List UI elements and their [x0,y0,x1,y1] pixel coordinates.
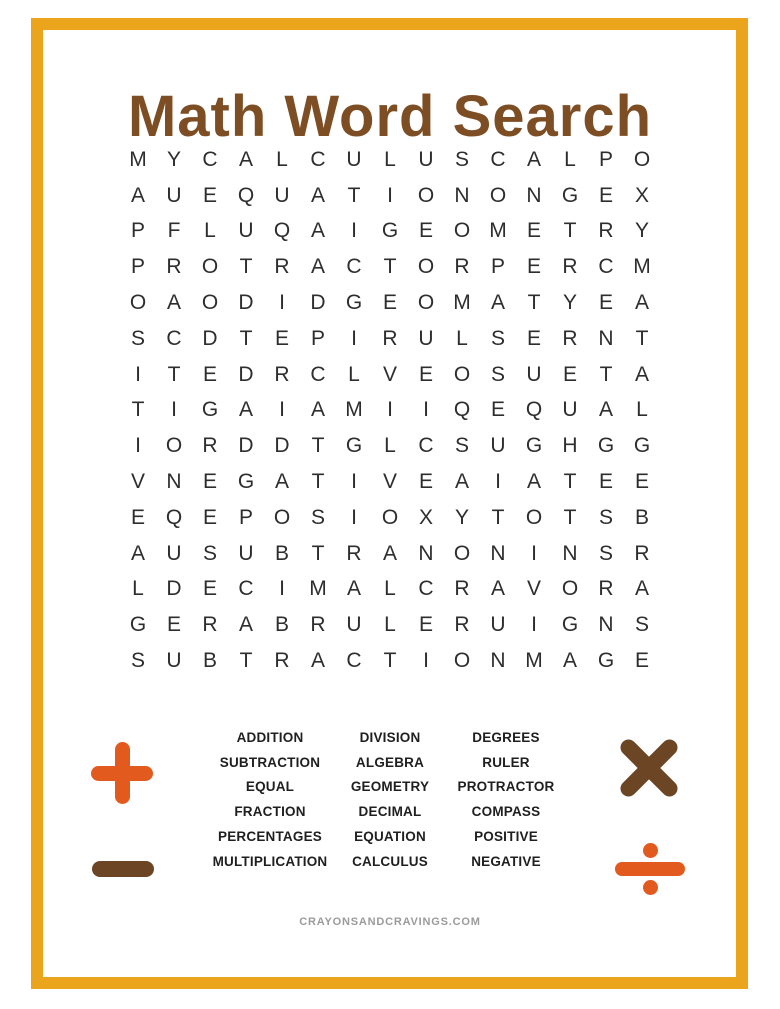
word-list-item: PROTRACTOR [457,779,555,795]
grid-letter: O [453,649,471,673]
grid-letter: I [351,470,357,494]
grid-letter: B [274,613,289,637]
grid-letter: Y [166,147,181,171]
grid-letter: L [276,147,288,171]
grid-letter: I [351,326,357,350]
word-list-item: ADDITION [236,730,304,745]
grid-letter: A [310,649,325,673]
word-search-grid [0,142,780,679]
grid-letter: S [130,649,145,673]
grid-letter: E [418,219,433,243]
grid-letter: C [346,649,362,673]
grid-letter: E [418,470,433,494]
minus-icon [92,861,154,877]
grid-letter: E [598,183,613,207]
grid-letter: T [527,291,541,315]
grid-letter: O [381,505,399,529]
grid-letter: O [165,434,183,458]
grid-letter: A [310,183,325,207]
grid-letter: S [454,147,469,171]
grid-letter: A [310,398,325,422]
grid-letter: X [418,505,433,529]
grid-letter: A [310,255,325,279]
grid-letter: U [166,649,182,673]
grid-letter: Y [634,219,649,243]
grid-letter: A [634,291,649,315]
grid-letter: A [454,470,469,494]
grid-letter: O [633,147,651,171]
grid-letter: O [129,291,147,315]
grid-letter: R [634,541,650,565]
grid-letter: U [346,147,362,171]
grid-letter: O [273,505,291,529]
grid-letter: B [202,649,217,673]
grid-letter: I [279,291,285,315]
word-list-item: MULTIPLICATION [212,853,328,869]
grid-letter: C [310,362,326,386]
grid-letter: M [129,147,147,171]
grid-letter: V [130,470,145,494]
grid-letter: E [202,577,217,601]
grid-letter: T [491,505,505,529]
grid-letter: C [238,577,254,601]
grid-letter: Y [562,291,577,315]
grid-letter: D [310,291,326,315]
multiply-icon [618,737,680,799]
grid-letter: I [135,362,141,386]
grid-letter: C [202,147,218,171]
grid-letter: A [634,577,649,601]
grid-letter: T [347,183,361,207]
grid-letter: A [490,291,505,315]
grid-letter: U [562,398,578,422]
plus-icon [91,742,153,804]
grid-letter: R [274,362,290,386]
grid-letter: U [418,326,434,350]
grid-letter: A [238,398,253,422]
grid-letter: L [564,147,576,171]
grid-letter: A [346,577,361,601]
grid-letter: R [454,613,470,637]
grid-letter: V [382,470,397,494]
grid-letter: A [166,291,181,315]
page-title: Math Word Search [127,83,653,149]
grid-letter: L [384,434,396,458]
grid-letter: N [166,470,182,494]
word-list-item: PERCENTAGES [218,828,322,844]
grid-letter: E [130,505,145,529]
grid-letter: T [563,505,577,529]
grid-letter: E [202,505,217,529]
grid-letter: G [561,613,579,637]
grid-letter: L [204,219,216,243]
grid-letter: C [490,147,506,171]
grid-letter: Q [237,183,255,207]
grid-letter: S [202,541,217,565]
word-list-item: EQUAL [245,779,295,795]
grid-letter: M [309,577,327,601]
grid-letter: S [130,326,145,350]
grid-letter: S [490,326,505,350]
grid-letter: R [346,541,362,565]
grid-letter: E [526,219,541,243]
grid-letter: E [418,362,433,386]
grid-letter: U [238,219,254,243]
word-list-column-1 [190,726,350,874]
grid-letter: I [423,649,429,673]
grid-letter: G [597,434,615,458]
grid-letter: I [135,434,141,458]
grid-letter: O [417,291,435,315]
grid-letter: A [526,470,541,494]
grid-letter: I [171,398,177,422]
grid-letter: E [562,362,577,386]
grid-letter: S [634,613,649,637]
grid-letter: M [489,219,507,243]
grid-letter: T [311,541,325,565]
grid-letter: T [239,649,253,673]
word-list-item: COMPASS [471,804,541,820]
grid-letter: L [384,147,396,171]
grid-letter: E [598,470,613,494]
word-list-item: CALCULUS [352,853,428,869]
grid-letter: I [387,398,393,422]
grid-letter: R [274,649,290,673]
grid-letter: U [166,541,182,565]
grid-letter: R [562,255,578,279]
grid-letter: O [201,255,219,279]
grid-letter: A [598,398,613,422]
grid-letter: C [418,434,434,458]
word-list-item: FRACTION [234,804,306,820]
grid-letter: M [633,255,651,279]
grid-letter: G [237,470,255,494]
grid-letter: B [274,541,289,565]
grid-letter: S [310,505,325,529]
grid-letter: E [418,613,433,637]
grid-letter: T [599,362,613,386]
divide-icon-dot [643,843,658,858]
grid-letter: V [382,362,397,386]
grid-letter: U [490,434,506,458]
grid-letter: T [311,434,325,458]
grid-letter: T [167,362,181,386]
grid-letter: E [166,613,181,637]
grid-letter: E [382,291,397,315]
grid-letter: F [167,219,181,243]
grid-letter: E [202,362,217,386]
grid-letter: Y [454,505,469,529]
grid-letter: A [634,362,649,386]
grid-letter: O [417,183,435,207]
grid-letter: G [345,434,363,458]
grid-letter: O [489,183,507,207]
grid-letter: O [417,255,435,279]
grid-letter: P [310,326,325,350]
grid-letter: P [130,255,145,279]
grid-letter: N [418,541,434,565]
grid-letter: E [202,470,217,494]
grid-letter: I [279,398,285,422]
grid-letter: G [525,434,543,458]
grid-letter: A [526,147,541,171]
grid-letter: G [633,434,651,458]
grid-letter: T [563,470,577,494]
grid-letter: N [490,649,506,673]
grid-letter: V [526,577,541,601]
grid-letter: T [239,255,253,279]
grid-letter: D [238,362,254,386]
grid-letter: R [598,577,614,601]
grid-letter: I [351,219,357,243]
word-list-item: EQUATION [354,828,426,844]
grid-letter: H [562,434,578,458]
grid-letter: G [129,613,147,637]
word-list-item: DEGREES [472,730,540,745]
grid-letter: D [274,434,290,458]
grid-letter: R [598,219,614,243]
grid-letter: I [531,613,537,637]
grid-letter: B [634,505,649,529]
grid-letter: N [562,541,578,565]
grid-letter: E [526,326,541,350]
grid-letter: L [456,326,468,350]
grid-letter: T [311,470,325,494]
grid-letter: T [239,326,253,350]
grid-letter: A [274,470,289,494]
grid-letter: R [562,326,578,350]
grid-letter: E [490,398,505,422]
grid-letter: I [495,470,501,494]
grid-letter: T [383,255,397,279]
grid-letter: A [562,649,577,673]
grid-letter: G [345,291,363,315]
grid-letter: S [454,434,469,458]
divide-icon-dot [643,880,658,895]
grid-letter: N [526,183,542,207]
grid-letter: I [531,541,537,565]
grid-letter: A [238,147,253,171]
grid-letter: T [635,326,649,350]
grid-letter: I [351,505,357,529]
grid-letter: L [132,577,144,601]
grid-letter: O [453,541,471,565]
grid-letter: L [384,613,396,637]
grid-letter: D [238,291,254,315]
footer-credit: CRAYONSANDCRAVINGS.COM [299,916,481,928]
grid-letter: S [598,541,613,565]
grid-letter: T [383,649,397,673]
grid-letter: R [454,577,470,601]
grid-letter: D [202,326,218,350]
grid-letter: N [598,326,614,350]
word-list-column-2 [335,726,445,874]
grid-letter: S [490,362,505,386]
grid-letter: E [634,649,649,673]
divide-icon [615,843,685,895]
grid-letter: U [490,613,506,637]
grid-letter: O [453,219,471,243]
divide-icon-bar [615,862,685,876]
word-list-item: DECIMAL [358,804,422,820]
grid-letter: R [166,255,182,279]
grid-letter: G [597,649,615,673]
grid-letter: R [382,326,398,350]
grid-letter: E [634,470,649,494]
grid-letter: E [598,291,613,315]
grid-letter: S [598,505,613,529]
grid-letter: O [561,577,579,601]
grid-letter: P [238,505,253,529]
word-list-item: RULER [482,754,530,770]
grid-letter: A [238,613,253,637]
grid-letter: X [634,183,649,207]
grid-letter: C [418,577,434,601]
grid-letter: R [202,434,218,458]
grid-letter: R [310,613,326,637]
grid-letter: G [561,183,579,207]
grid-letter: I [279,577,285,601]
grid-letter: G [201,398,219,422]
grid-letter: U [346,613,362,637]
grid-letter: U [238,541,254,565]
grid-letter: Q [273,219,291,243]
grid-letter: O [525,505,543,529]
word-list-item: SUBTRACTION [219,754,321,770]
grid-letter: U [418,147,434,171]
grid-letter: M [453,291,471,315]
word-list-column-3 [441,726,571,874]
grid-letter: N [598,613,614,637]
grid-letter: T [131,398,145,422]
grid-letter: U [166,183,182,207]
grid-letter: A [130,183,145,207]
grid-letter: O [453,362,471,386]
grid-letter: L [384,577,396,601]
grid-letter: A [382,541,397,565]
grid-letter: N [490,541,506,565]
grid-letter: Q [525,398,543,422]
grid-letter: C [598,255,614,279]
grid-letter: N [454,183,470,207]
grid-letter: A [130,541,145,565]
grid-letter: I [387,183,393,207]
word-list-item: ALGEBRA [355,754,425,770]
grid-letter: L [348,362,360,386]
grid-letter: O [201,291,219,315]
grid-letter: I [423,398,429,422]
grid-letter: R [202,613,218,637]
grid-letter: A [310,219,325,243]
grid-letter: M [525,649,543,673]
grid-letter: E [274,326,289,350]
grid-letter: D [238,434,254,458]
grid-letter: C [166,326,182,350]
grid-letter: P [490,255,505,279]
word-list-item: NEGATIVE [471,853,541,869]
word-list-item: DIVISION [359,730,421,745]
grid-letter: Q [453,398,471,422]
grid-letter: R [454,255,470,279]
grid-letter: C [346,255,362,279]
word-list-item: GEOMETRY [350,779,430,795]
grid-letter: P [598,147,613,171]
grid-letter: M [345,398,363,422]
grid-letter: E [202,183,217,207]
word-list-item: POSITIVE [474,828,538,844]
grid-letter: L [636,398,648,422]
plus-icon-horizontal-bar [91,766,153,781]
grid-letter: D [166,577,182,601]
grid-letter: R [274,255,290,279]
grid-letter: P [130,219,145,243]
grid-letter: A [490,577,505,601]
grid-letter: G [381,219,399,243]
grid-letter: U [274,183,290,207]
grid-letter: U [526,362,542,386]
grid-letter: E [526,255,541,279]
grid-letter: T [563,219,577,243]
grid-letter: Q [165,505,183,529]
grid-letter: C [310,147,326,171]
